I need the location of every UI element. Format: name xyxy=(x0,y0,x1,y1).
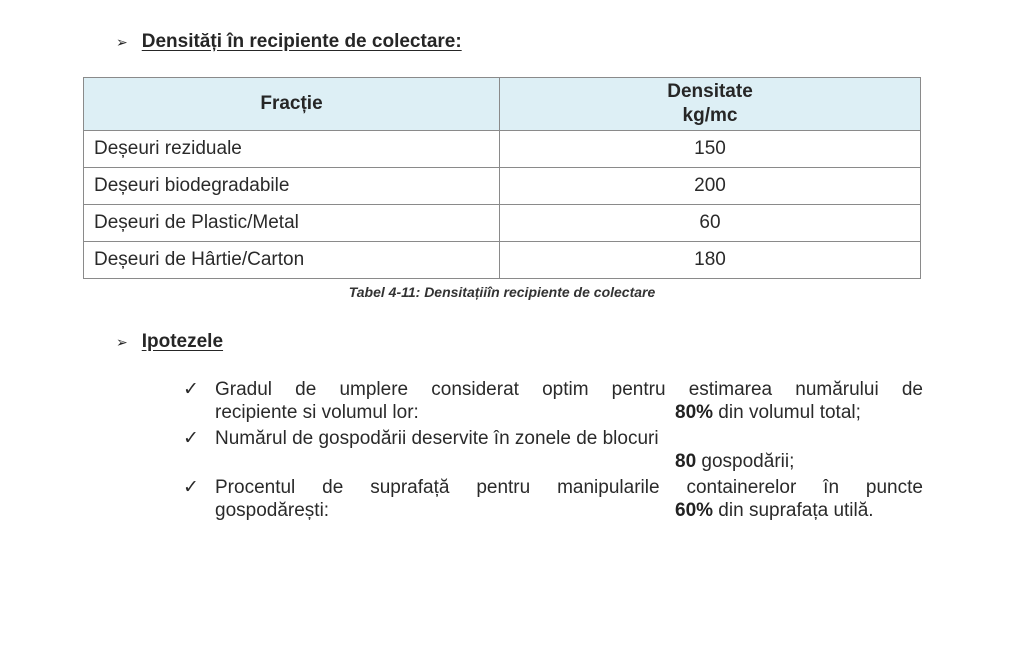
word: suprafață xyxy=(370,477,450,498)
checkmark-icon: ✓ xyxy=(183,379,199,400)
item-value xyxy=(675,450,923,473)
section-title: Ipotezele xyxy=(141,331,224,352)
checkmark-icon: ✓ xyxy=(183,428,199,449)
word: puncte xyxy=(865,477,923,498)
value-bold: 80% xyxy=(675,402,714,423)
row-value: 60 xyxy=(500,205,921,242)
word: optim xyxy=(542,379,589,400)
table-row xyxy=(84,205,921,242)
value-rest: din suprafața utilă. xyxy=(713,500,874,521)
header-densitate-label: Densitate xyxy=(667,81,753,102)
table-row xyxy=(84,131,921,168)
item-line1 xyxy=(215,378,923,401)
table-header-row xyxy=(84,78,921,131)
word: containerelor xyxy=(686,477,797,498)
word: de xyxy=(322,477,344,498)
word: în xyxy=(823,477,840,498)
arrow-bullet-icon: ➢ xyxy=(116,333,128,350)
checkmark-icon: ✓ xyxy=(183,477,199,498)
row-name: Deșeuri biodegradabile xyxy=(84,168,500,205)
item-line2 xyxy=(215,450,923,473)
word: pentru xyxy=(611,379,666,400)
header-unit: kg/mc xyxy=(682,105,738,126)
list-item xyxy=(183,476,923,522)
word: umplere xyxy=(339,379,409,400)
section-heading-ipotezele xyxy=(116,331,223,353)
value-rest: gospodării; xyxy=(696,451,795,472)
item-line1: Numărul de gospodării deservite în zonele de blocuri xyxy=(215,428,659,449)
list-item xyxy=(183,378,923,424)
value-rest: din volumul total; xyxy=(713,402,861,423)
item-label: recipiente si volumul lor: xyxy=(215,402,419,423)
spacer xyxy=(215,450,675,473)
item-line1 xyxy=(215,476,923,499)
word: numărului xyxy=(795,379,879,400)
word: estimarea xyxy=(688,379,773,400)
section-heading-densitati xyxy=(116,31,462,53)
arrow-bullet-icon: ➢ xyxy=(116,33,128,50)
row-value: 200 xyxy=(500,168,921,205)
item-line2 xyxy=(215,401,923,424)
item-value xyxy=(675,499,923,522)
row-name: Deșeuri de Plastic/Metal xyxy=(84,205,500,242)
row-value: 180 xyxy=(500,242,921,279)
word: manipularile xyxy=(557,477,660,498)
table-row xyxy=(84,168,921,205)
word: de xyxy=(901,379,923,400)
word: pentru xyxy=(476,477,531,498)
word: Procentul xyxy=(215,477,296,498)
row-value: 150 xyxy=(500,131,921,168)
header-densitate xyxy=(500,78,921,131)
word: de xyxy=(295,379,317,400)
density-table xyxy=(83,77,921,279)
table-row xyxy=(84,242,921,279)
word: Gradul xyxy=(215,379,273,400)
table-caption: Tabel 4-11: Densitațiiîn recipiente de colectare xyxy=(348,284,656,300)
value-bold: 80 xyxy=(675,451,697,472)
header-fractie: Fracție xyxy=(84,78,500,131)
item-line2 xyxy=(215,499,923,522)
row-name: Deșeuri reziduale xyxy=(84,131,500,168)
row-name: Deșeuri de Hârtie/Carton xyxy=(84,242,500,279)
hypotheses-list xyxy=(183,378,923,525)
word: considerat xyxy=(431,379,519,400)
section-title: Densități în recipiente de colectare: xyxy=(141,31,462,52)
value-bold: 60% xyxy=(675,500,714,521)
list-item xyxy=(183,427,923,473)
item-label: gospodărești: xyxy=(215,500,330,521)
item-value xyxy=(675,401,923,424)
